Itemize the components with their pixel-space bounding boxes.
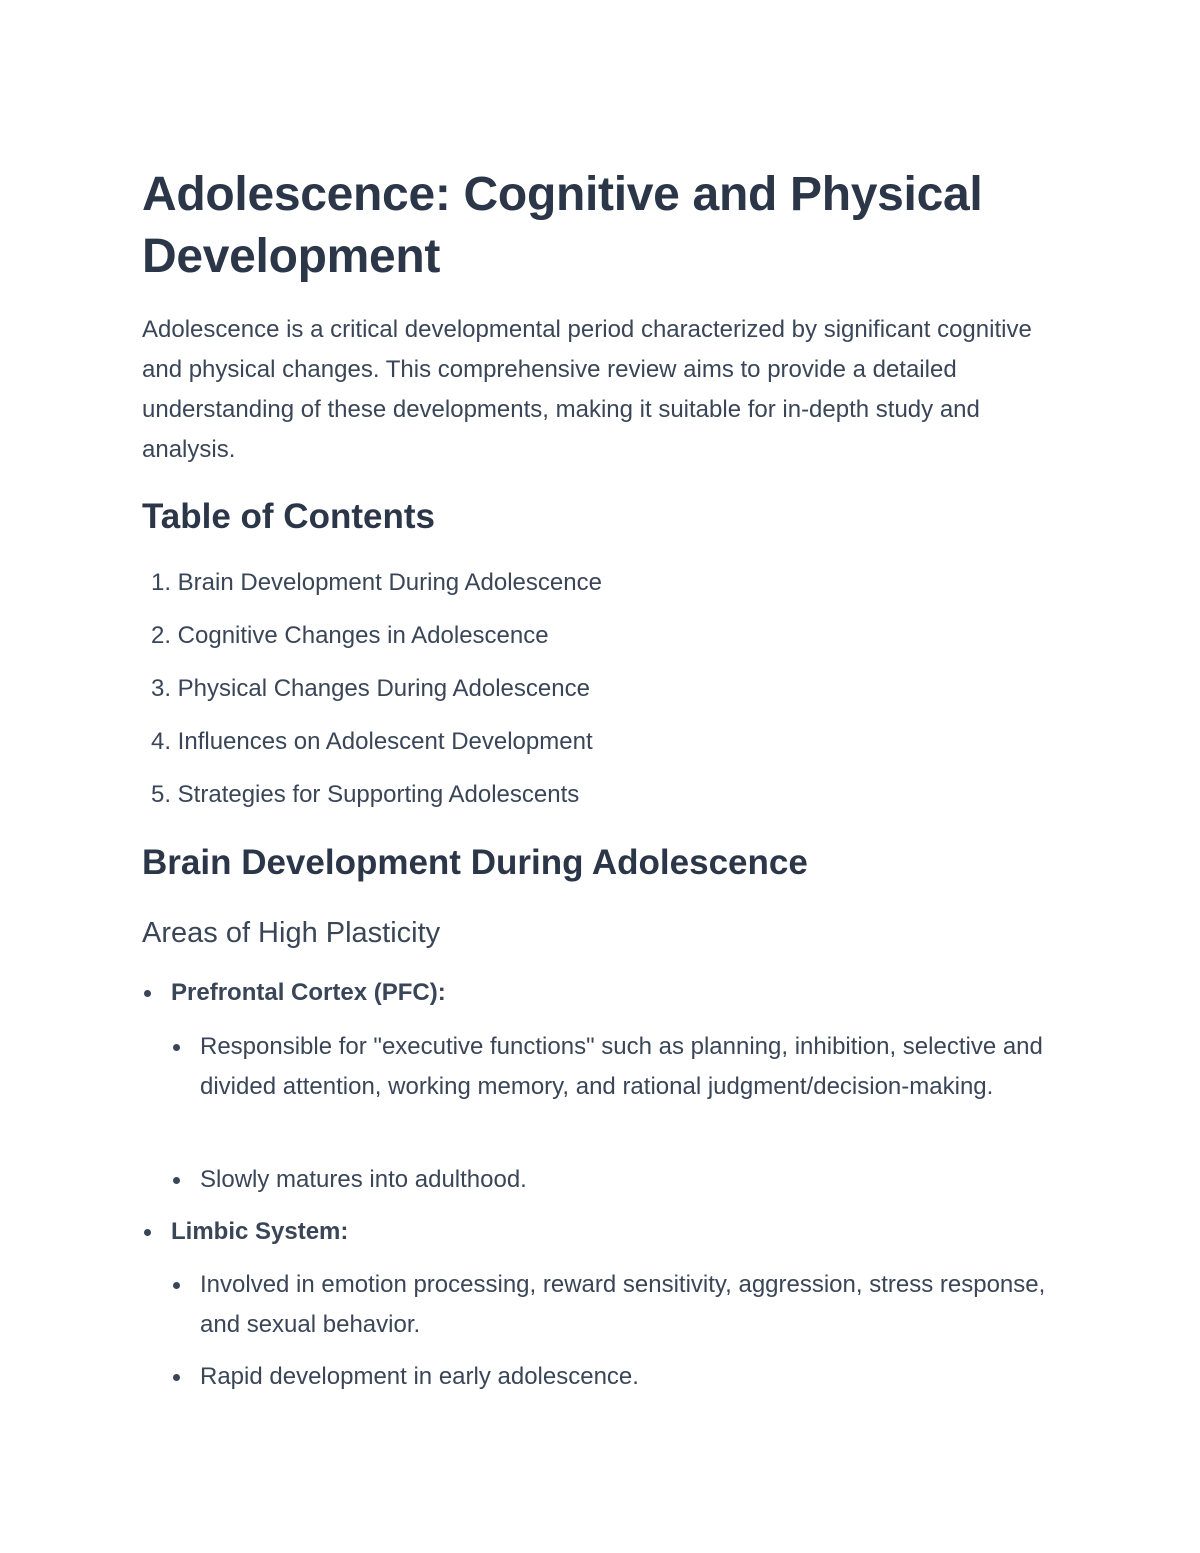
- bullet-label: Limbic System:: [171, 1218, 349, 1245]
- sub-bullet-list-limbic: [142, 1265, 1072, 1345]
- sub-bullet-text: Involved in emotion processing, reward sensitivity, aggression, stress response, and sexual behavior.: [200, 1271, 1046, 1338]
- sub-bullet-item: [142, 1357, 1060, 1397]
- sub-bullet-list-pfc: [142, 1027, 1072, 1107]
- toc-item-number: 2.: [150, 622, 171, 649]
- intro-paragraph: Adolescence is a critical developmental period characterized by significant cognitive and physical changes. This comprehensive review aims to provide a detailed understanding of these developments, making it suitable for in-depth study and analysis.: [142, 316, 1032, 463]
- toc-item-number: 3.: [150, 675, 171, 702]
- bullet-label: Prefrontal Cortex (PFC):: [171, 979, 446, 1006]
- toc-item[interactable]: [142, 563, 602, 616]
- bullet-dot-icon: [173, 1282, 180, 1289]
- sub-bullet-list-pfc-2: [142, 1160, 1072, 1200]
- toc-item-label: Cognitive Changes in Adolescence: [177, 622, 549, 649]
- toc-item-label: Influences on Adolescent Development: [177, 728, 593, 755]
- sub-bullet-item: [142, 1160, 1060, 1200]
- document-title: Adolescence: Cognitive and Physical Development: [142, 168, 983, 283]
- section-heading: Brain Development During Adolescence: [142, 843, 808, 882]
- toc-item-label: Physical Changes During Adolescence: [177, 675, 590, 702]
- sub-bullet-text: Slowly matures into adulthood.: [200, 1166, 527, 1193]
- bullet-item-limbic: [142, 1212, 1072, 1252]
- sub-bullet-item: [142, 1265, 1060, 1345]
- sub-bullet-text: Responsible for "executive functions" such as planning, inhibition, selective and divided attention, working memory, and rational judgment/decision-making.: [200, 1033, 1043, 1100]
- bullet-dot-icon: [144, 990, 151, 997]
- bullet-dot-icon: [173, 1374, 180, 1381]
- bullet-list-pfc: [142, 973, 1072, 1013]
- bullet-dot-icon: [173, 1177, 180, 1184]
- bullet-item-pfc: [142, 973, 1072, 1013]
- toc-item[interactable]: [142, 616, 602, 669]
- sub-bullet-list-limbic-2: [142, 1357, 1072, 1397]
- toc-list: [142, 563, 602, 828]
- toc-item-number: 5.: [150, 781, 171, 808]
- toc-item-label: Strategies for Supporting Adolescents: [177, 781, 580, 808]
- subsection-heading: Areas of High Plasticity: [142, 917, 441, 949]
- toc-item-label: Brain Development During Adolescence: [177, 569, 602, 596]
- toc-item-number: 1.: [150, 569, 171, 596]
- bullet-dot-icon: [173, 1044, 180, 1051]
- toc-item[interactable]: [142, 669, 602, 722]
- toc-item-number: 4.: [150, 728, 171, 755]
- bullet-dot-icon: [144, 1229, 151, 1236]
- toc-item[interactable]: [142, 775, 602, 828]
- sub-bullet-item: [142, 1027, 1060, 1107]
- bullet-list-limbic: [142, 1212, 1072, 1252]
- sub-bullet-text: Rapid development in early adolescence.: [200, 1363, 639, 1390]
- toc-heading: Table of Contents: [142, 497, 435, 536]
- toc-item[interactable]: [142, 722, 602, 775]
